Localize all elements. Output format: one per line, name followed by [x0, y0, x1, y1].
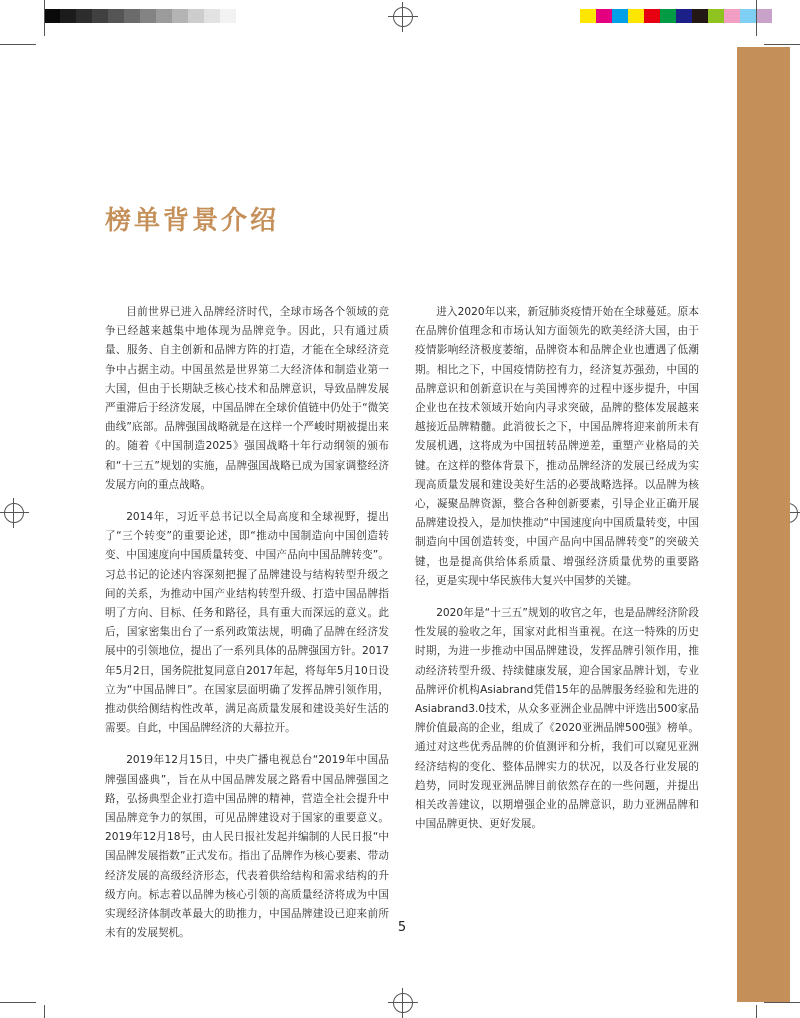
paragraph: 目前世界已进入品牌经济时代，全球市场各个领域的竞争已经越来越集中地体现为品牌竞争。因此，只有通过质量、服务、自主创新和品牌方阵的打造，才能在全球经济竞争中占据主动。中国虽然是世界第二大经济体和制造业第一大国，但由于长期缺乏核心技术和品牌意识，导致品牌发展严重滞后于经济发展，中国品牌在全球价值链中仍处于“微笑曲线”底部。品牌强国战略就是在这样一个严峻时期被提出来的。随着《中国制造2025》强国战略十年行动纲领的颁布和“十三五”规划的实施，品牌强国战略已成为国家调整经济发展方向的重点战略。: [105, 306, 389, 491]
color-swatch: [628, 9, 644, 23]
paragraph: 2019年12月15日，中央广播电视总台“2019年中国品牌强国盛典”，旨在从中国品牌发展之路看中国品牌强国之路，弘扬典型企业打造中国品牌的精神，营造全社会提升中国品牌竞争力的氛围，可见品牌建设对于国家的重要意义。2019年12月18号，由人民日报社发起并编制的人民日报“中国品牌发展指数”正式发布。指出了品牌作为核心要素、带动经济发展的高级经济形态，代表着供给结构和需求结构的升级方向。标志着以品牌为核心引领的高质量经济将成为中国实现经济体制改革最大的助推力，中国品牌建设已迎来前所未有的发展契机。: [105, 754, 389, 940]
color-swatch: [756, 9, 772, 23]
color-swatch: [676, 9, 692, 23]
gray-swatch: [172, 9, 188, 23]
color-swatch: [740, 9, 756, 23]
right-text-column: [415, 303, 699, 847]
registration-mark-bottom: [393, 993, 413, 1013]
color-swatch: [596, 9, 612, 23]
crop-mark: [44, 1005, 45, 1018]
color-swatch: [612, 9, 628, 23]
crop-mark: [764, 1002, 800, 1003]
crop-mark: [756, 0, 757, 36]
registration-mark-top: [393, 7, 413, 27]
page-number: 5: [397, 920, 407, 935]
gray-swatch: [124, 9, 140, 23]
gray-swatch: [60, 9, 76, 23]
gray-swatch: [220, 9, 236, 23]
paragraph: 2014年，习近平总书记以全局高度和全球视野，提出了“三个转变”的重要论述，即“推动中国制造向中国创造转变、中国速度向中国质量转变、中国产品向中国品牌转变”。习总书记的论述内容深刻把握了品牌建设与结构转型升级之间的关系，为推动中国产业结构转型升级、打造中国品牌指明了方向、目标、任务和路径，具有重大而深远的意义。此后，国家密集出台了一系列政策法规，明确了品牌在经济发展中的引领地位，提出了一系列具体的品牌强国方针。2017年5月2日，国务院批复同意自2017年起，将每年5月10日设立为“中国品牌日”。在国家层面明确了发挥品牌引领作用，推动供给侧结构性改革，满足高质量发展和建设美好生活的需要。自此，中国品牌经济的大幕拉开。: [105, 511, 389, 735]
gray-swatch: [188, 9, 204, 23]
registration-mark-left: [4, 503, 24, 523]
crop-mark: [764, 44, 800, 45]
color-swatch: [644, 9, 660, 23]
gray-swatch: [76, 9, 92, 23]
color-swatch: [580, 9, 596, 23]
section-title: 榜单背景介绍: [105, 206, 280, 236]
color-swatch: [692, 9, 708, 23]
crop-mark: [44, 0, 45, 36]
gray-swatch: [140, 9, 156, 23]
gray-swatch: [156, 9, 172, 23]
color-swatch: [708, 9, 724, 23]
crop-mark: [0, 44, 36, 45]
color-bar: [580, 9, 772, 23]
side-color-band: [737, 47, 790, 1002]
left-text-column: [105, 303, 389, 957]
gray-swatch: [108, 9, 124, 23]
color-swatch: [724, 9, 740, 23]
gray-swatch: [44, 9, 60, 23]
color-swatch: [660, 9, 676, 23]
gray-swatch: [92, 9, 108, 23]
grayscale-bar: [44, 9, 236, 23]
paragraph: 2020年是“十三五”规划的收官之年，也是品牌经济阶段性发展的验收之年，国家对此相当重视。在这一特殊的历史时期，为进一步推动中国品牌建设，发挥品牌引领作用，推动经济转型升级、持续健康发展，迎合国家品牌计划，专业品牌评价机构Asiabrand凭借15年的品牌服务经验和先进的Asiabrand3.0技术，从众多亚洲企业品牌中评选出500家品牌价值最高的企业，组成了《2020亚洲品牌500强》榜单。通过对这些优秀品牌的价值测评和分析，我们可以窥见亚洲经济结构的变化、整体品牌实力的状况，以及各行业发展的趋势，同时发现亚洲品牌目前依然存在的一些问题，并提出相关改善建议，以期增强企业的品牌意识，助力亚洲品牌和中国品牌更快、更好发展。: [415, 607, 699, 831]
crop-mark: [0, 1002, 36, 1003]
paragraph: 进入2020年以来，新冠肺炎疫情开始在全球蔓延。原本在品牌价值理念和市场认知方面领先的欧美经济大国，由于疫情影响经济极度萎缩，品牌资本和品牌企业也遭遇了低潮期。相比之下，中国疫情防控有力，经济复苏强劲，中国的品牌意识和创新意识在与美国博弈的过程中逐步提升，中国企业也在技术领域开始向内寻求突破，品牌的整体发展越来越接近品牌精髓。此消彼长之下，中国品牌将迎来前所未有发展机遇，这将成为中国扭转品牌逆差，重塑产业格局的关键。在这样的整体背景下，推动品牌经济的发展已经成为实现高质量发展和建设美好生活的必要战略选择。以品牌为核心，凝聚品牌资源，整合各种创新要素，引导企业正确开展品牌建设投入，是加快推动“中国速度向中国质量转变，中国制造向中国创造转变，中国产品向中国品牌转变”的突破关键，也是提高供给体系质量、增强经济质量优势的重要路径，更是实现中华民族伟大复兴中国梦的关键。: [415, 306, 699, 587]
gray-swatch: [204, 9, 220, 23]
crop-mark: [756, 1005, 757, 1018]
